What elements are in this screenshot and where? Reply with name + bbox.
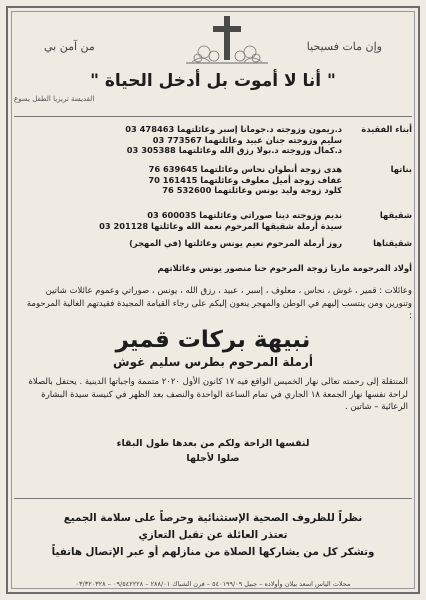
family-line: نديم وزوجته دينا صوراتي وعائلتهما 600035 03 bbox=[147, 210, 342, 220]
verse-left: من آمن بي bbox=[44, 40, 95, 53]
family-group-label: بناتها bbox=[390, 164, 412, 174]
prayer-line: لنفسها الراحة ولكم من بعدها طول البقاء bbox=[116, 438, 310, 449]
family-line: عفاف زوجة أميل معلوف وعائلتهما 161415 70 bbox=[148, 174, 342, 185]
notice-line: تعتذر العائلة عن تقبل التعازي bbox=[138, 529, 288, 541]
condolence-notice bbox=[14, 510, 412, 561]
family-line: هدى زوجة أنطوان نحاس وعائلتهما 639645 76 bbox=[148, 164, 342, 174]
title-source: القديسة تريزيا الطفل يسوع bbox=[14, 95, 95, 103]
family-group-label: شقيقها bbox=[379, 210, 412, 220]
title-quote: " أنا لا أموت بل أدخل الحياة " bbox=[90, 71, 336, 91]
divider bbox=[14, 116, 412, 117]
notice-line: نظراً للظروف الصحية الإستثنائية وحرصاً على سلامة الجميع bbox=[63, 512, 363, 524]
family-line: سيدة أرملة شقيقها المرحوم نعمة الله وعائلتها 201128 03 bbox=[99, 220, 342, 231]
family-list bbox=[0, 124, 426, 262]
family-group-label: شقيقتاها bbox=[373, 238, 412, 248]
family-line: د.كمال وزوجته د.بولا رزق الله وعائلتهما 305388 03 bbox=[126, 145, 342, 156]
family-line: كلود زوجة وليد يونس وعائلتهما 532600 76 bbox=[162, 185, 342, 196]
family-group-label: أبناء الفقيدة bbox=[361, 124, 412, 134]
family-line: سليم وزوجته جنان عبيد وعائلتهما 773567 03 bbox=[152, 134, 342, 145]
prayer-block bbox=[0, 436, 426, 466]
deceased-name: نبيهة بركات قمير bbox=[115, 327, 311, 353]
notice-line: وتشكر كل من يشاركها الصلاة من منازلهم أو عبر الإتصال هاتفياً bbox=[51, 546, 375, 558]
header-ornament bbox=[14, 14, 412, 66]
family-line: روز أرملة المرحوم نعيم يونس وعائلتها (في المهجر) bbox=[129, 238, 342, 248]
funeral-home-footer: محلات الياس اسعد بيلان وأولاده – جبيل ٥٤٠١٩٩/٠٩ – فرن الشباك ٢٨٨/٠١ – ٠٩/٥٤٢٢٢٨ – ٠٣/٣٢٠٣٢٨ bbox=[75, 580, 351, 588]
families-note: وعائلات : قمير ، غوش ، نحاس ، معلوف ، إسبر ، عبيد ، رزق الله ، يونس ، صوراتي وعموم عائلات شاتين وتنورين ومن ينتسب إليهم في الوطن والمهجر ينعون إليكم على رجاء القيامة المجيدة فقيدتهم الغالية المرحومة : bbox=[26, 286, 412, 321]
cross-with-flowers-icon bbox=[182, 14, 272, 66]
family-line: د.ريمون وزوجته د.جومانا إسبر وعائلتهما 478463 03 bbox=[125, 124, 342, 134]
deceased-block bbox=[0, 326, 426, 370]
nieces-nephews-line: أولاد المرحومة ماريا زوجة المرحوم حنا منصور يونس وعائلاتهم bbox=[157, 263, 412, 273]
divider bbox=[14, 498, 412, 499]
prayer-line: صلوا لأجلها bbox=[186, 453, 240, 464]
deceased-relation: أرملة المرحوم بطرس سليم غوش bbox=[113, 355, 313, 369]
funeral-details: المنتقلة إلى رحمته تعالى نهار الخميس الواقع فيه ١٧ كانون الأول ٢٠٢٠ متممة واجباتها الدينية . يحتفل بالصلاة لراحة نفسها نهار الجمعة ١٨ الجاري في تمام الساعة الواحدة والنصف بعد الظهر في كنيسة سيدة البشارة الرعائية – شاتين . bbox=[28, 377, 408, 412]
verse-right: وإن مات فسيحيا bbox=[306, 40, 382, 53]
